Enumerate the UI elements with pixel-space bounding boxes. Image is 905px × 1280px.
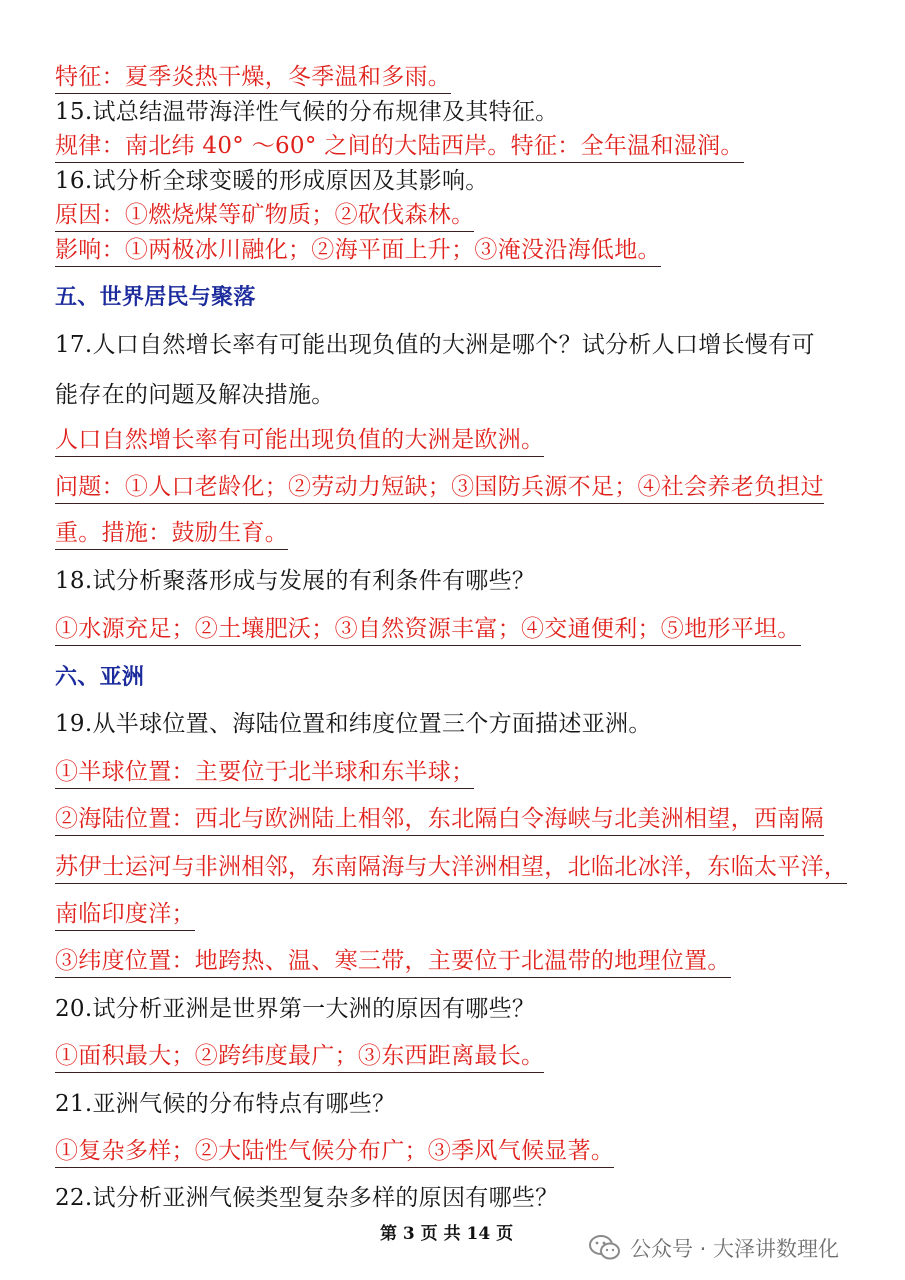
question-19: 19.从半球位置、海陆位置和纬度位置三个方面描述亚洲。 xyxy=(55,711,652,737)
answer-line: ①半球位置：主要位于北半球和东半球； xyxy=(55,757,474,789)
question-20: 20.试分析亚洲是世界第一大洲的原因有哪些？ xyxy=(55,996,536,1022)
question-16: 16.试分析全球变暖的形成原因及其影响。 xyxy=(55,168,489,194)
answer-line: 规律：南北纬 40° ～60° 之间的大陆西岸。特征：全年温和湿润。 xyxy=(55,131,744,163)
question-21: 21.亚洲气候的分布特点有哪些？ xyxy=(55,1091,396,1117)
answer-line: 影响：①两极冰川融化；②海平面上升；③淹没沿海低地。 xyxy=(55,235,661,267)
section-heading-5: 五、世界居民与聚落 xyxy=(55,285,256,310)
answer-line: ①水源充足；②土壤肥沃；③自然资源丰富；④交通便利；⑤地形平坦。 xyxy=(55,614,801,646)
question-17: 17.人口自然增长率有可能出现负值的大洲是哪个？试分析人口增长慢有可 xyxy=(55,332,815,358)
section-heading-6: 六、亚洲 xyxy=(55,665,145,690)
answer-line: ③纬度位置：地跨热、温、寒三带，主要位于北温带的地理位置。 xyxy=(55,946,731,978)
watermark-text: 公众号 · 大泽讲数理化 xyxy=(630,1237,840,1261)
watermark xyxy=(588,1230,839,1266)
answer-line: 人口自然增长率有可能出现负值的大洲是欧洲。 xyxy=(55,425,544,457)
answer-line: 重。措施：鼓励生育。 xyxy=(55,518,288,550)
answer-line: 苏伊士运河与非洲相邻，东南隔海与大洋洲相望，北临北冰洋，东临太平洋， xyxy=(55,852,847,884)
answer-line: 原因：①燃烧煤等矿物质；②砍伐森林。 xyxy=(55,200,474,232)
page-number: 第 3 页 共 14 页 xyxy=(380,1224,514,1244)
question-15: 15.试总结温带海洋性气候的分布规律及其特征。 xyxy=(55,99,559,125)
answer-line: 南临印度洋； xyxy=(55,899,195,931)
answer-line: ①面积最大；②跨纬度最广；③东西距离最长。 xyxy=(55,1041,544,1073)
answer-line: ①复杂多样；②大陆性气候分布广；③季风气候显著。 xyxy=(55,1136,614,1168)
answer-line: ②海陆位置：西北与欧洲陆上相邻，东北隔白令海峡与北美洲相望，西南隔 xyxy=(55,804,824,836)
answer-line: 特征：夏季炎热干燥，冬季温和多雨。 xyxy=(55,62,451,94)
answer-line: 问题：①人口老龄化；②劳动力短缺；③国防兵源不足；④社会养老负担过 xyxy=(55,472,824,504)
question-22: 22.试分析亚洲气候类型复杂多样的原因有哪些？ xyxy=(55,1185,559,1211)
question-17-cont: 能存在的问题及解决措施。 xyxy=(55,382,335,408)
question-18: 18.试分析聚落形成与发展的有利条件有哪些？ xyxy=(55,568,536,594)
wechat-icon xyxy=(588,1233,622,1263)
